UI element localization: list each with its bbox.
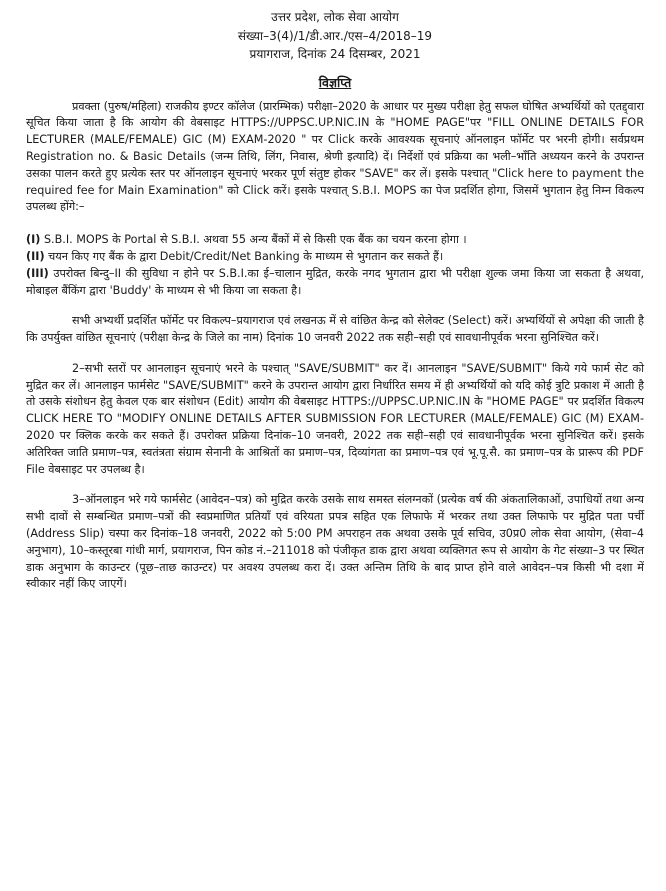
option-3-text: उपरोक्त बिन्दु–II की सुविधा न होने पर S.B.I.का ई–चालान मुद्रित, करके नगद भुगतान द्वारा भी परीक्षा शुल्क जमा किया जा सकता है अथवा, मोबाइल बैंकिंग द्वारा 'Buddy' के माध्यम से भी किया जा सकता है।	[26, 266, 645, 297]
option-1-text: S.B.I. MOPS के Portal से S.B.I. अथवा 55 अन्य बैंकों में से किसी एक बैंक का चयन करना होगा ।	[43, 233, 467, 247]
option-2	[26, 249, 644, 266]
notice-title: विज्ञप्ति	[318, 74, 352, 90]
option-2-number: (II)	[26, 249, 45, 263]
option-2-text: चयन किए गए बैंक के द्वारा Debit/Credit/Net Banking के माध्यम से भुगतान कर सकते हैं।	[48, 249, 444, 263]
payment-options	[26, 232, 644, 299]
paragraph-centre-selection: सभी अभ्यर्थी प्रदर्शित फॉर्मेट पर विकल्प–प्रयागराज एवं लखनऊ में से वांछित केन्द्र को सेलेक्ट (Select) करें। अभ्यर्थियों से अपेक्षा की जाती है कि उपर्युक्त वांछित सूचनाएं (परीक्षा केन्द्र के जिले का नाम) दिनांक 10 जनवरी 2022 तक सही–सही एवं सावधानीपूर्वक भरना सुनिश्चित करें।	[26, 314, 644, 345]
option-1-number: (I)	[26, 233, 41, 247]
organization-name: उत्तर प्रदेश, लोक सेवा आयोग	[271, 10, 399, 24]
letterhead	[26, 8, 644, 64]
paragraph-3-application: 3–ऑनलाइन भरे गये फार्मसेट (आवेदन–पत्र) को मुद्रित करके उसके साथ समस्त संलग्नकों (प्रत्येक वर्ष की अंकतालिकाओं, उपाधियों तथा अन्य सभी दावों से सम्बन्धित प्रमाण–पत्रों की स्वप्रमाणित प्रतियाँ एवं वरियता प्रपत्र सहित एक लिफाफे में भरकर तथा उक्त लिफाफे पर मुद्रित पता पर्ची (Address Slip) चस्पा कर दिनांक–18 जनवरी, 2022 को 5:00 PM अपराहन तक अथवा उसके पूर्व सचिव, उ0प्र0 लोक सेवा आयोग, (सेवा–4 अनुभाग), 10–कस्तूरबा गांधी मार्ग, प्रयागराज, पिन कोड नं.–211018 को पंजीकृत डाक द्वारा अथवा व्यक्तिगत रूप से आयोग के गेट संख्या–3 पर स्थित डाक अनुभाग के काउन्टर (पूछ–ताछ काउन्टर) पर अवश्य उपलब्ध करा दें। उक्त अन्तिम तिथि के बाद प्राप्त होने वाले आवेदन–पत्र किसी भी दशा में स्वीकार नहीं किए जाएगें।	[26, 493, 644, 591]
option-3	[26, 266, 644, 300]
option-3-number: (III)	[26, 266, 49, 280]
reference-number: संख्या–3(4)/1/डी.आर./एस–4/2018–19	[237, 28, 433, 43]
place-date: प्रयागराज, दिनांक 24 दिसम्बर, 2021	[249, 47, 421, 62]
paragraph-intro: प्रवक्ता (पुरुष/महिला) राजकीय इण्टर कॉलेज (प्रारम्भिक) परीक्षा–2020 के आधार पर मुख्य परीक्षा हेतु सफल घोषित अभ्यर्थियों को एतद्द्वारा सूचित किया जाता है कि आयोग की वेबसाइट HTTPS://UPPSC.UP.NIC.IN के "HOME PAGE"पर "FILL ONLINE DETAILS FOR LECTURER (MALE/FEMALE) GIC (M) EXAM-2020 " पर Click करके आवश्यक सूचनाएं ऑनलाइन फॉर्मेट पर भरनी होगी। सर्वप्रथम Registration no. & Basic Details (जन्म तिथि, लिंग, निवास, श्रेणी इत्यादि) दें। निर्देशों एवं प्रक्रिया का भली–भाँति अध्ययन करने के उपरान्त उसका पालन करते हुए प्रत्येक स्तर पर ऑनलाइन सूचनाएं भरकर पूर्ण संतुष्ट होकर "SAVE" कर लें। इसके पश्चात् "Click here to payment the required fee for Main Examination" को Click करें। इसके पश्चात् S.B.I. MOPS का पेज प्रदर्शित होगा, जिसमें भुगतान हेतु निम्न विकल्प उपलब्ध होंगे:–	[26, 99, 644, 214]
paragraph-2-submit: 2–सभी स्तरों पर आनलाइन सूचनाएं भरने के पश्चात् "SAVE/SUBMIT" कर दें। आनलाइन "SAVE/SUBMIT" किये गये फार्म सेट को मुद्रित कर लें। आनलाइन फार्मसेट "SAVE/SUBMIT" करने के उपरान्त आयोग द्वारा निर्धारित समय में ही अभ्यर्थियों को यदि कोई त्रुटि प्रकाश में आती है तो उसके संशोधन हेतु केवल एक बार संशोधन (Edit) आयोग की वेबसाइट HTTPS://UPPSC.UP.NIC.IN के "HOME PAGE" पर प्रदर्शित विकल्प CLICK HERE TO "MODIFY ONLINE DETAILS AFTER SUBMISSION FOR LECTURER (MALE/FEMALE) GIC (M) EXAM-2020 पर क्लिक करके कर सकते हैं। उपरोक्त प्रक्रिया दिनांक–10 जनवरी, 2022 तक सही–सही एवं सावधानीपूर्वक भरना सुनिश्चित करें। इसके अतिरिक्त जाति प्रमाण–पत्र, स्वतंत्रता संग्राम सेनानी के आश्रितों का प्रमाण–पत्र, दिव्यांगता का प्रमाण–पत्र एवं भू.पू.सै. का प्रमाण–पत्र के प्रारूप की PDF File वेबसाइट पर उपलब्ध है।	[26, 361, 644, 476]
option-1	[26, 232, 644, 249]
